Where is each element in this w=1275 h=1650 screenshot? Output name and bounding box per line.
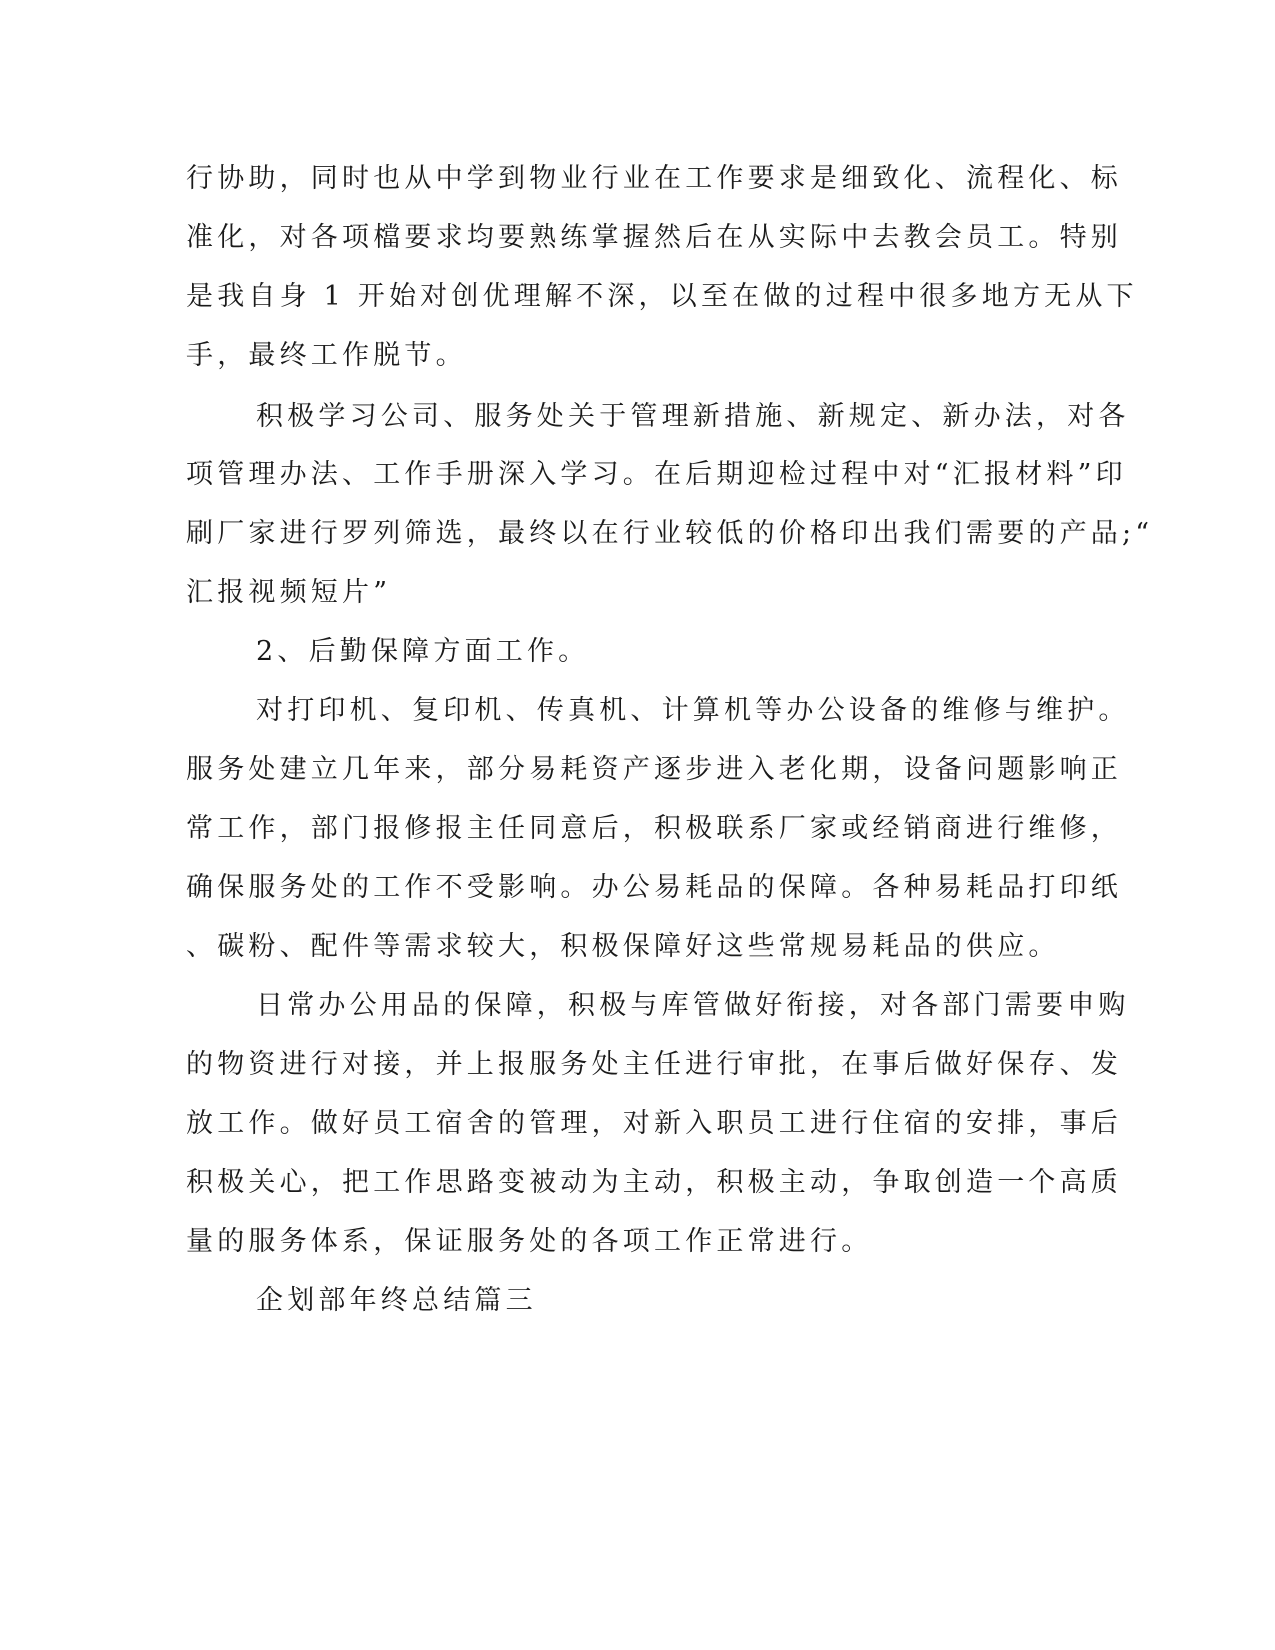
text-line: 的物资进行对接，并上报服务处主任进行审批，在事后做好保存、发 — [186, 1049, 1122, 1080]
section-heading: 企划部年终总结篇三 — [256, 1285, 537, 1316]
text-line: 准化，对各项檔要求均要熟练掌握然后在从实际中去教会员工。特别 — [186, 222, 1122, 253]
paragraph-first-line: 对打印机、复印机、传真机、计算机等办公设备的维修与维护。 — [256, 695, 1130, 726]
text-line: 量的服务体系，保证服务处的各项工作正常进行。 — [186, 1226, 873, 1257]
text-line: 项管理办法、工作手册深入学习。在后期迎检过程中对“汇报材料”印 — [186, 459, 1127, 490]
text-line: 、碳粉、配件等需求较大，积极保障好这些常规易耗品的供应。 — [186, 931, 1060, 962]
text-line: 放工作。做好员工宿舍的管理，对新入职员工进行住宿的安排，事后 — [186, 1108, 1122, 1139]
text-line: 是我自身 1 开始对创优理解不深，以至在做的过程中很多地方无从下 — [186, 281, 1138, 312]
paragraph-first-line: 积极学习公司、服务处关于管理新措施、新规定、新办法，对各 — [256, 401, 1130, 432]
text-line: 确保服务处的工作不受影响。办公易耗品的保障。各种易耗品打印纸 — [186, 872, 1122, 903]
text-line: 汇报视频短片” — [186, 577, 392, 608]
text-line: 服务处建立几年来，部分易耗资产逐步进入老化期，设备问题影响正 — [186, 754, 1122, 785]
paragraph-first-line: 日常办公用品的保障，积极与库管做好衔接，对各部门需要申购 — [256, 990, 1130, 1021]
text-line: 常工作，部门报修报主任同意后，积极联系厂家或经销商进行维修， — [186, 813, 1122, 844]
text-line: 刷厂家进行罗列筛选，最终以在行业较低的价格印出我们需要的产品;“ — [186, 518, 1154, 549]
section-heading: 2、后勤保障方面工作。 — [256, 636, 590, 667]
text-line: 手，最终工作脱节。 — [186, 340, 467, 371]
text-line: 积极关心，把工作思路变被动为主动，积极主动，争取创造一个高质 — [186, 1167, 1122, 1198]
text-line: 行协助，同时也从中学到物业行业在工作要求是细致化、流程化、标 — [186, 163, 1122, 194]
